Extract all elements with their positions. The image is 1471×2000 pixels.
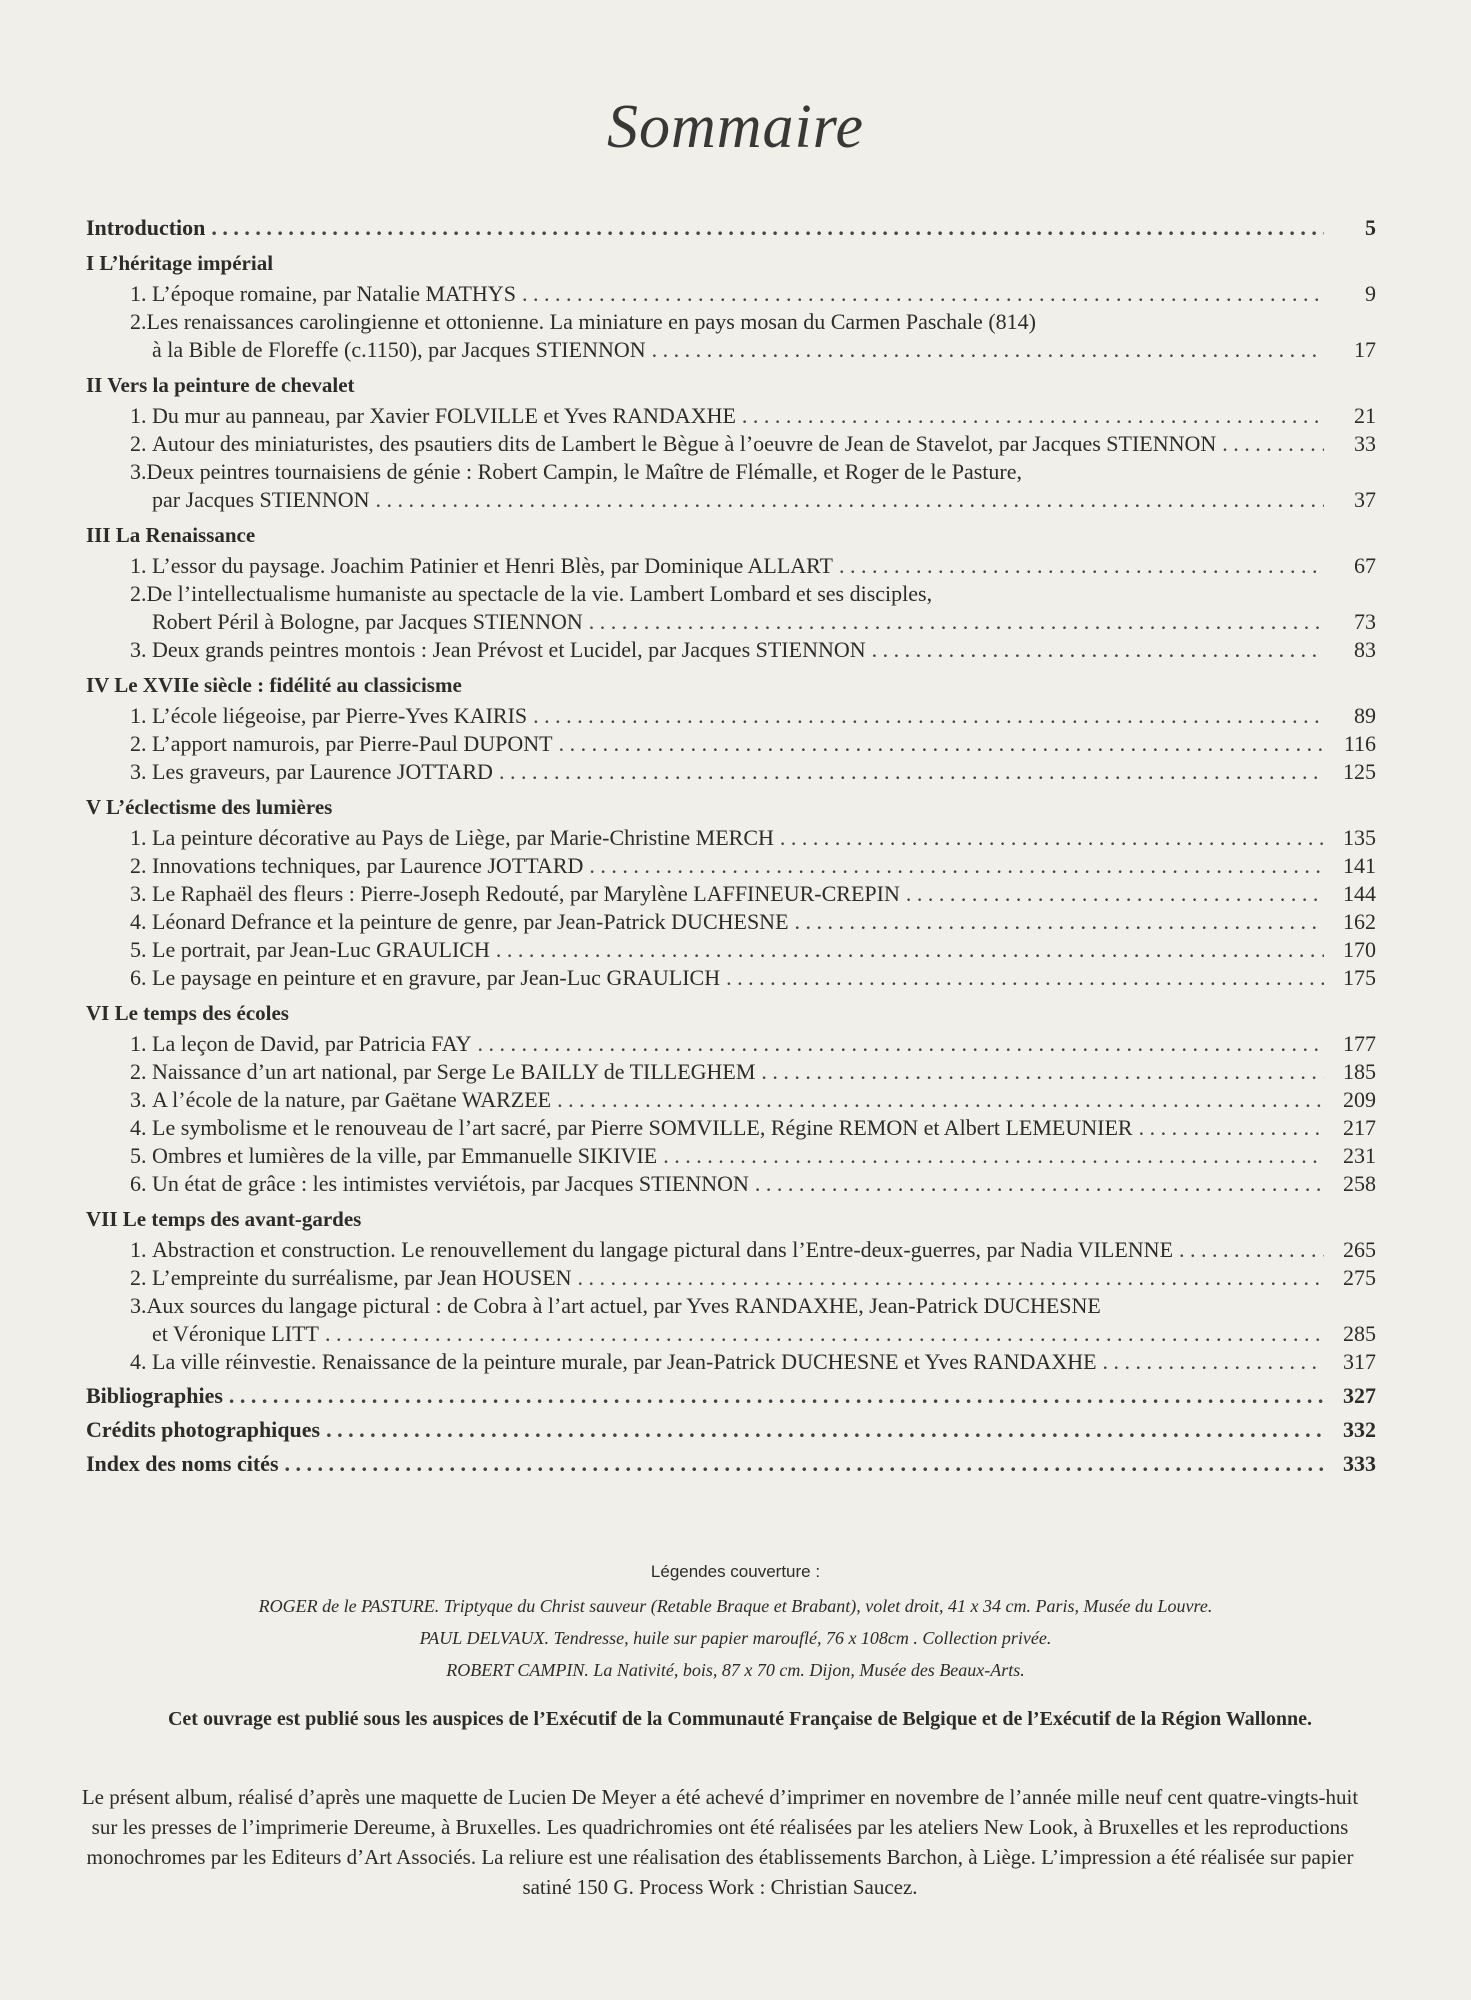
toc-item (86, 1170, 1376, 1198)
legend-line: PAUL DELVAUX. Tendresse, huile sur papier marouflé, 76 x 108cm . Collection privée. (419, 1628, 1052, 1648)
item-number: 3. (130, 881, 147, 906)
toc-page-number: 17 (1354, 337, 1376, 362)
leader-dots (499, 758, 1324, 786)
toc-end-entry (86, 1416, 1376, 1444)
item-text: L’apport namurois, par Pierre-Paul DUPONT (152, 731, 553, 756)
leader-dots (325, 1320, 1324, 1348)
toc-item (86, 402, 1376, 430)
toc-item (86, 758, 1376, 786)
item-text: Le portrait, par Jean-Luc GRAULICH (152, 937, 490, 962)
toc-item (86, 636, 1376, 664)
item-text: L’école liégeoise, par Pierre-Yves KAIRIS (152, 703, 528, 728)
toc-page-number: 177 (1343, 1031, 1376, 1056)
patronage-statement: Cet ouvrage est publié sous les auspices de l’Exécutif de la Communauté Française de Belgique et de l’Exécutif de la Région Wallonne. (167, 1708, 1313, 1730)
item-text: L’époque romaine, par Natalie MATHYS (152, 281, 516, 306)
toc-item (86, 458, 1376, 514)
item-text: Aux sources du langage pictural : de Cobra à l’art actuel, par Yves RANDAXHE, Jean-Patrick DUCHESNE (146, 1293, 1101, 1318)
section-title: II Vers la peinture de chevalet (86, 373, 355, 397)
toc-section (86, 518, 1376, 664)
toc-page-number: 231 (1343, 1143, 1376, 1168)
toc-item (86, 1058, 1376, 1086)
toc-item-line (86, 880, 1376, 908)
toc-item (86, 1030, 1376, 1058)
toc-item (86, 964, 1376, 992)
item-text: A l’école de la nature, par Gaëtane WARZEE (152, 1087, 552, 1112)
toc-page-number: 33 (1354, 431, 1376, 456)
item-number: 2. (130, 581, 147, 606)
leader-dots (533, 702, 1324, 730)
toc-item-line (86, 852, 1376, 880)
toc-page-number: 125 (1343, 759, 1376, 784)
leader-dots (522, 280, 1324, 308)
toc-page-number: 285 (1343, 1321, 1376, 1346)
item-text: Autour des miniaturistes, des psautiers dits de Lambert le Bègue à l’oeuvre de Jean de Stavelot, par Jacques STIENNON (152, 431, 1217, 456)
leader-dots (726, 964, 1324, 992)
toc-page-number: 185 (1343, 1059, 1376, 1084)
legend-line: ROBERT CAMPIN. La Nativité, bois, 87 x 70 cm. Dijon, Musée des Beaux-Arts. (446, 1660, 1025, 1680)
leader-dots (589, 608, 1324, 636)
leader-dots (742, 402, 1324, 430)
item-text: Du mur au panneau, par Xavier FOLVILLE et Yves RANDAXHE (152, 403, 736, 428)
item-text: à la Bible de Floreffe (c.1150), par Jacques STIENNON (152, 337, 646, 362)
toc-page-number: 265 (1343, 1237, 1376, 1262)
toc-item-line (86, 1142, 1376, 1170)
item-text: Le Raphaël des fleurs : Pierre-Joseph Redouté, par Marylène LAFFINEUR-CREPIN (152, 881, 900, 906)
toc-section (86, 1202, 1376, 1376)
leader-dots (1222, 430, 1324, 458)
toc-page-number: 21 (1354, 403, 1376, 428)
item-number: 4. (130, 909, 147, 934)
item-text: et Véronique LITT (152, 1321, 319, 1346)
item-number: 4. (130, 1115, 147, 1140)
leader-dots (1103, 1348, 1324, 1376)
item-text: Les graveurs, par Laurence JOTTARD (152, 759, 493, 784)
toc-item-line (86, 552, 1376, 580)
leader-dots (478, 1030, 1324, 1058)
item-number: 3. (130, 1087, 147, 1112)
toc-page-number: 209 (1343, 1087, 1376, 1112)
toc-item-line (86, 758, 1376, 786)
item-number: 3. (130, 1293, 147, 1318)
toc-page-number: 141 (1343, 853, 1376, 878)
toc-entry-label: Crédits photographiques (86, 1417, 321, 1442)
item-number: 4. (130, 1349, 147, 1374)
toc-item (86, 308, 1376, 364)
item-text: Deux peintres tournaisiens de génie : Robert Campin, le Maître de Flémalle, et Roger de le Pasture, (146, 459, 1022, 484)
toc-item-line (86, 1292, 1376, 1320)
toc-section (86, 996, 1376, 1198)
toc-item (86, 580, 1376, 636)
toc-page-number: 162 (1343, 909, 1376, 934)
item-number: 1. (130, 1237, 147, 1262)
toc-section (86, 246, 1376, 364)
leader-dots (326, 1416, 1324, 1444)
toc-section (86, 668, 1376, 786)
toc-item (86, 824, 1376, 852)
toc-page-number: 83 (1354, 637, 1376, 662)
item-text: Innovations techniques, par Laurence JOTTARD (152, 853, 584, 878)
item-number: 2. (130, 853, 147, 878)
toc-item-line (86, 908, 1376, 936)
item-number: 3. (130, 759, 147, 784)
toc-item (86, 852, 1376, 880)
toc-entry-introduction (86, 214, 1376, 242)
page-title: Sommaire (606, 93, 865, 161)
colophon: Le présent album, réalisé d’après une maquette de Lucien De Meyer a été achevé d’imprimer en novembre de l’année mille neuf cent quatre-vingts-huit sur les presses de l’imprimerie Dereume, à Bruxelles. Les quadrichromies ont été réalisées par les ateliers New Look, à Bruxelles et les reproductions monochromes par les Editeurs d’Art Associés. La reliure est une réalisation des établissements Barchon, à Liège. L’impression a été réalisée sur papier satiné 150 G. Process Work : Christian Saucez. (81, 1785, 1359, 1899)
leader-dots (839, 552, 1324, 580)
item-text: Le symbolisme et le renouveau de l’art sacré, par Pierre SOMVILLE, Régine REMON et Albert LEMEUNIER (152, 1115, 1133, 1140)
toc-item (86, 430, 1376, 458)
item-number: 5. (130, 1143, 147, 1168)
toc-page-number: 332 (1343, 1417, 1376, 1442)
toc-item-line (86, 702, 1376, 730)
leader-dots (1139, 1114, 1324, 1142)
item-text: Ombres et lumières de la ville, par Emmanuelle SIKIVIE (152, 1143, 658, 1168)
toc-page-number: 116 (1343, 731, 1376, 756)
toc-item (86, 1114, 1376, 1142)
toc-item-line (86, 636, 1376, 664)
item-text: La leçon de David, par Patricia FAY (152, 1031, 472, 1056)
toc-item-line (86, 580, 1376, 608)
item-text: Deux grands peintres montois : Jean Prévost et Lucidel, par Jacques STIENNON (152, 637, 866, 662)
section-title: IV Le XVIIe siècle : fidélité au classicisme (86, 673, 462, 697)
item-number: 3. (130, 459, 147, 484)
toc-item-line (86, 336, 1376, 364)
toc-item (86, 730, 1376, 758)
toc-item (86, 1292, 1376, 1348)
toc-page-number: 144 (1343, 881, 1376, 906)
item-text: Naissance d’un art national, par Serge Le BAILLY de TILLEGHEM (152, 1059, 756, 1084)
toc-item-line (86, 1170, 1376, 1198)
item-text: De l’intellectualisme humaniste au spectacle de la vie. Lambert Lombard et ses disciples, (146, 581, 933, 606)
toc-item-line (86, 1320, 1376, 1348)
toc-item (86, 280, 1376, 308)
item-number: 2. (130, 1059, 147, 1084)
toc-item (86, 880, 1376, 908)
leader-dots (1179, 1236, 1324, 1264)
leader-dots (496, 936, 1324, 964)
toc-item-line (86, 1348, 1376, 1376)
item-number: 1. (130, 281, 147, 306)
toc-page-number: 317 (1343, 1349, 1376, 1374)
legend-line: ROGER de le PASTURE. Triptyque du Christ sauveur (Retable Braque et Brabant), volet droit, 41 x 34 cm. Paris, Musée du Louvre. (258, 1596, 1213, 1616)
toc-page-number: 333 (1343, 1451, 1376, 1476)
toc-item-line (86, 1058, 1376, 1086)
toc-section (86, 790, 1376, 992)
toc-page-number: 73 (1354, 609, 1376, 634)
toc-item (86, 702, 1376, 730)
item-number: 1. (130, 553, 147, 578)
item-text: L’empreinte du surréalisme, par Jean HOUSEN (152, 1265, 572, 1290)
toc-item (86, 1264, 1376, 1292)
toc-page-number: 327 (1343, 1383, 1376, 1408)
leader-dots (652, 336, 1324, 364)
toc-item-line (86, 608, 1376, 636)
toc-sections (86, 246, 1376, 1376)
item-number: 2. (130, 309, 147, 334)
item-text: Léonard Defrance et la peinture de genre, par Jean-Patrick DUCHESNE (152, 909, 789, 934)
toc-item (86, 1086, 1376, 1114)
toc-item (86, 1142, 1376, 1170)
toc-item-line (86, 1030, 1376, 1058)
toc-entry-label: Bibliographies (86, 1383, 223, 1408)
toc-page-number: 89 (1354, 703, 1376, 728)
item-text: Robert Péril à Bologne, par Jacques STIENNON (152, 609, 583, 634)
toc-page-number: 258 (1343, 1171, 1376, 1196)
toc-item-line (86, 486, 1376, 514)
leader-dots (376, 486, 1325, 514)
toc-item (86, 1348, 1376, 1376)
item-text: Abstraction et construction. Le renouvellement du langage pictural dans l’Entre-deux-guerres, par Nadia VILENNE (152, 1237, 1174, 1262)
toc-end-entry (86, 1382, 1376, 1410)
toc-item-line (86, 458, 1376, 486)
toc-page-number: 67 (1354, 553, 1376, 578)
item-text: par Jacques STIENNON (152, 487, 370, 512)
toc-item (86, 1236, 1376, 1264)
leader-dots (906, 880, 1324, 908)
item-text: Un état de grâce : les intimistes verviétois, par Jacques STIENNON (152, 1171, 749, 1196)
leader-dots (285, 1450, 1324, 1478)
item-number: 1. (130, 825, 147, 850)
toc-page-number: 37 (1354, 487, 1376, 512)
toc-page-number: 9 (1365, 281, 1376, 306)
item-number: 5. (130, 937, 147, 962)
item-text: La ville réinvestie. Renaissance de la peinture murale, par Jean-Patrick DUCHESNE et Yves RANDAXHE (152, 1349, 1097, 1374)
toc-item (86, 552, 1376, 580)
table-of-contents (86, 214, 1376, 1478)
toc-item-line (86, 308, 1376, 336)
toc-entry-label: Introduction (86, 215, 206, 240)
leader-dots (557, 1086, 1324, 1114)
item-number: 1. (130, 403, 147, 428)
item-text: Les renaissances carolingienne et ottonienne. La miniature en pays mosan du Carmen Paschale (814) (146, 309, 1036, 334)
toc-end-entry (86, 1450, 1376, 1478)
section-title: V L’éclectisme des lumières (86, 795, 333, 819)
toc-item-line (86, 824, 1376, 852)
item-text: Le paysage en peinture et en gravure, par Jean-Luc GRAULICH (152, 965, 721, 990)
item-number: 2. (130, 1265, 147, 1290)
toc-page-number: 275 (1343, 1265, 1376, 1290)
toc-item (86, 908, 1376, 936)
toc-page-number: 135 (1343, 825, 1376, 850)
toc-page-number: 217 (1343, 1115, 1376, 1140)
leader-dots (559, 730, 1324, 758)
toc-end-entries (86, 1382, 1376, 1478)
leader-dots (780, 824, 1324, 852)
item-number: 6. (130, 1171, 147, 1196)
section-title: III La Renaissance (86, 523, 256, 547)
toc-item-line (86, 402, 1376, 430)
toc-item-line (86, 1264, 1376, 1292)
toc-item-line (86, 936, 1376, 964)
toc-section (86, 368, 1376, 514)
toc-item-line (86, 280, 1376, 308)
item-text: La peinture décorative au Pays de Liège, par Marie-Christine MERCH (152, 825, 774, 850)
toc-item-line (86, 1114, 1376, 1142)
toc-item-line (86, 1086, 1376, 1114)
section-title: VI Le temps des écoles (86, 1001, 289, 1025)
toc-item-line (86, 730, 1376, 758)
leader-dots (755, 1170, 1324, 1198)
item-number: 1. (130, 703, 147, 728)
item-number: 6. (130, 965, 147, 990)
toc-page-number: 170 (1343, 937, 1376, 962)
toc-item (86, 936, 1376, 964)
leader-dots (761, 1058, 1324, 1086)
item-number: 1. (130, 1031, 147, 1056)
leader-dots (578, 1264, 1324, 1292)
toc-entry-label: Index des noms cités (86, 1451, 279, 1476)
leader-dots (795, 908, 1324, 936)
leader-dots (872, 636, 1324, 664)
section-title: VII Le temps des avant-gardes (86, 1207, 362, 1231)
leader-dots (211, 214, 1324, 242)
leader-dots (589, 852, 1324, 880)
toc-page-number: 175 (1343, 965, 1376, 990)
item-number: 3. (130, 637, 147, 662)
item-text: L’essor du paysage. Joachim Patinier et Henri Blès, par Dominique ALLART (152, 553, 833, 578)
toc-item-line (86, 430, 1376, 458)
leader-dots (229, 1382, 1324, 1410)
section-title: I L’héritage impérial (86, 251, 274, 275)
legend-heading: Légendes couverture : (650, 1562, 821, 1581)
leader-dots (663, 1142, 1324, 1170)
toc-item-line (86, 1236, 1376, 1264)
cover-legends (0, 1562, 1471, 1686)
item-number: 2. (130, 731, 147, 756)
toc-page-number: 5 (1365, 215, 1376, 240)
item-number: 2. (130, 431, 147, 456)
toc-item-line (86, 964, 1376, 992)
